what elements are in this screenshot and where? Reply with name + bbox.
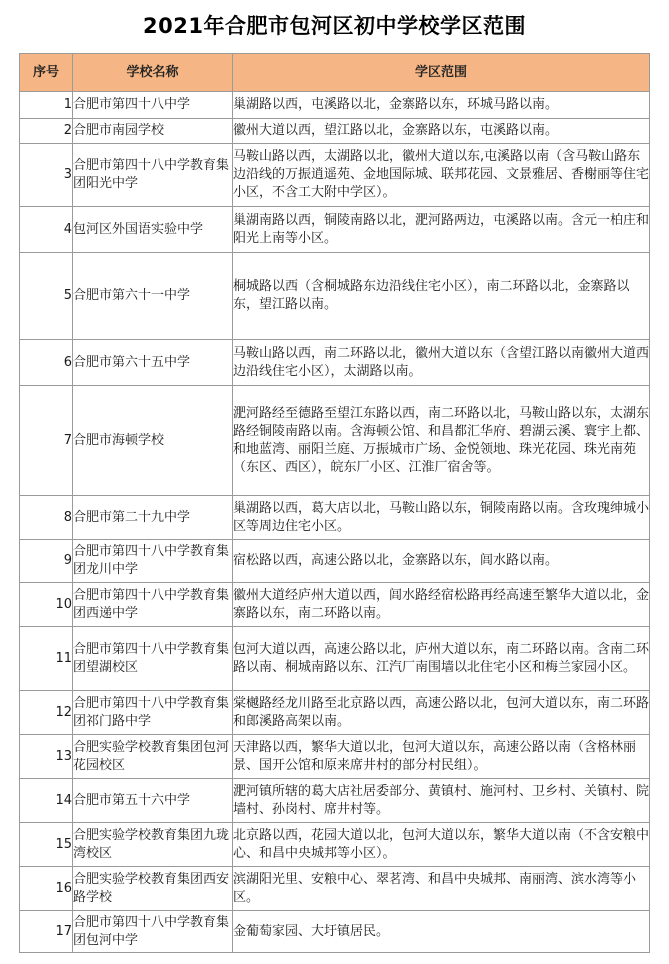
table-row (20, 496, 650, 540)
row-school: 合肥实验学校教育集团西安路学校 (73, 867, 233, 911)
row-school: 包河区外国语实验中学 (73, 207, 233, 253)
header-school: 学校名称 (73, 54, 233, 92)
row-index: 16 (20, 867, 73, 911)
row-index: 5 (20, 253, 73, 340)
row-school: 合肥实验学校教育集团包河花园校区 (73, 735, 233, 779)
row-index: 1 (20, 92, 73, 119)
row-area: 桐城路以西（含桐城路东边沿线住宅小区），南二环路以北，金寨路以东，望江路以南。 (233, 253, 650, 340)
row-area: 巢湖南路以西，铜陵南路以北，淝河路两边，屯溪路以南。含元一柏庄和阳光上南等小区。 (233, 207, 650, 253)
table-row (20, 735, 650, 779)
row-area: 巢湖路以西，屯溪路以北，金寨路以东，环城马路以南。 (233, 92, 650, 119)
row-index: 13 (20, 735, 73, 779)
table-header-row (20, 54, 650, 92)
row-area: 棠樾路经龙川路至北京路以西，高速公路以北，包河大道以东，南二环路和郎溪路高架以南。 (233, 691, 650, 735)
row-area: 淝河路经至德路至望江东路以西，南二环路以北，马鞍山路以东，太湖东路经铜陵南路以南。含海顿公馆、和昌都汇华府、碧湖云溪、寰宇上都、和地蓝湾、丽阳兰庭、万振城市广场、金悦领地、珠光花园、珠光南苑（东区、西区），皖东厂小区、江淮厂宿舍等。 (233, 386, 650, 496)
row-school: 合肥市第四十八中学教育集团祁门路中学 (73, 691, 233, 735)
header-index: 序号 (20, 54, 73, 92)
row-index: 2 (20, 119, 73, 144)
row-area: 徽州大道经庐州大道以西，闾水路经宿松路再经高速至繁华大道以北，金寨路以东，南二环路以南。 (233, 583, 650, 627)
row-area: 马鞍山路以西，南二环路以北，徽州大道以东（含望江路以南徽州大道西边沿线住宅小区），太湖路以南。 (233, 340, 650, 386)
row-index: 3 (20, 144, 73, 207)
row-index: 10 (20, 583, 73, 627)
row-area: 马鞍山路以西，太湖路以北，徽州大道以东,屯溪路以南（含马鞍山路东边沿线的万振逍遥苑、金地国际城、联邦花园、文景雅居、香榭丽等住宅小区，不含工大附中学区）。 (233, 144, 650, 207)
page-title: 2021年合肥市包河区初中学校学区范围 (143, 14, 526, 38)
row-school: 合肥市第四十八中学教育集团阳光中学 (73, 144, 233, 207)
row-school: 合肥实验学校教育集团九珑湾校区 (73, 823, 233, 867)
row-index: 4 (20, 207, 73, 253)
row-index: 9 (20, 540, 73, 583)
row-school: 合肥市第二十九中学 (73, 496, 233, 540)
row-index: 14 (20, 779, 73, 823)
table-row (20, 207, 650, 253)
table-row (20, 540, 650, 583)
row-school: 合肥市第四十八中学教育集团龙川中学 (73, 540, 233, 583)
row-area: 徽州大道以西，望江路以北，金寨路以东，屯溪路以南。 (233, 119, 650, 144)
table-row (20, 691, 650, 735)
row-school: 合肥市第四十八中学教育集团西递中学 (73, 583, 233, 627)
table-row (20, 823, 650, 867)
row-area: 北京路以西，花园大道以北，包河大道以东，繁华大道以南（不含安粮中心、和昌中央城邦等小区）。 (233, 823, 650, 867)
table-row (20, 583, 650, 627)
table-row (20, 144, 650, 207)
table-row (20, 911, 650, 953)
row-index: 15 (20, 823, 73, 867)
table-row (20, 779, 650, 823)
header-area: 学区范围 (233, 54, 650, 92)
row-school: 合肥市第六十一中学 (73, 253, 233, 340)
table-row (20, 253, 650, 340)
row-index: 11 (20, 627, 73, 691)
row-area: 包河大道以西，高速公路以北，庐州大道以东，南二环路以南。含南二环路以南、桐城南路以东、江汽厂南围墙以北住宅小区和梅兰家园小区。 (233, 627, 650, 691)
row-school: 合肥市第四十八中学教育集团包河中学 (73, 911, 233, 953)
table-row (20, 386, 650, 496)
row-school: 合肥市海顿学校 (73, 386, 233, 496)
row-area: 滨湖阳光里、安粮中心、翠茗湾、和昌中央城邦、南丽湾、滨水湾等小区。 (233, 867, 650, 911)
row-school: 合肥市第四十八中学 (73, 92, 233, 119)
row-index: 17 (20, 911, 73, 953)
row-school: 合肥市南园学校 (73, 119, 233, 144)
row-area: 天津路以西，繁华大道以北，包河大道以东，高速公路以南（含格林丽景、国开公馆和原来席井村的部分村民组）。 (233, 735, 650, 779)
row-index: 8 (20, 496, 73, 540)
school-district-table (19, 53, 650, 953)
table-row (20, 92, 650, 119)
row-area: 金葡萄家园、大圩镇居民。 (233, 911, 650, 953)
row-index: 6 (20, 340, 73, 386)
row-school: 合肥市第五十六中学 (73, 779, 233, 823)
table-row (20, 867, 650, 911)
table-row (20, 119, 650, 144)
table-row (20, 627, 650, 691)
row-school: 合肥市第四十八中学教育集团望湖校区 (73, 627, 233, 691)
table-row (20, 340, 650, 386)
row-index: 7 (20, 386, 73, 496)
row-school: 合肥市第六十五中学 (73, 340, 233, 386)
row-index: 12 (20, 691, 73, 735)
row-area: 巢湖路以西，葛大店以北，马鞍山路以东，铜陵南路以南。含玫瑰绅城小区等周边住宅小区。 (233, 496, 650, 540)
row-area: 宿松路以西，高速公路以北，金寨路以东，闾水路以南。 (233, 540, 650, 583)
row-area: 淝河镇所辖的葛大店社居委部分、黄镇村、施河村、卫乡村、关镇村、院墙村、孙岗村、席井村等。 (233, 779, 650, 823)
